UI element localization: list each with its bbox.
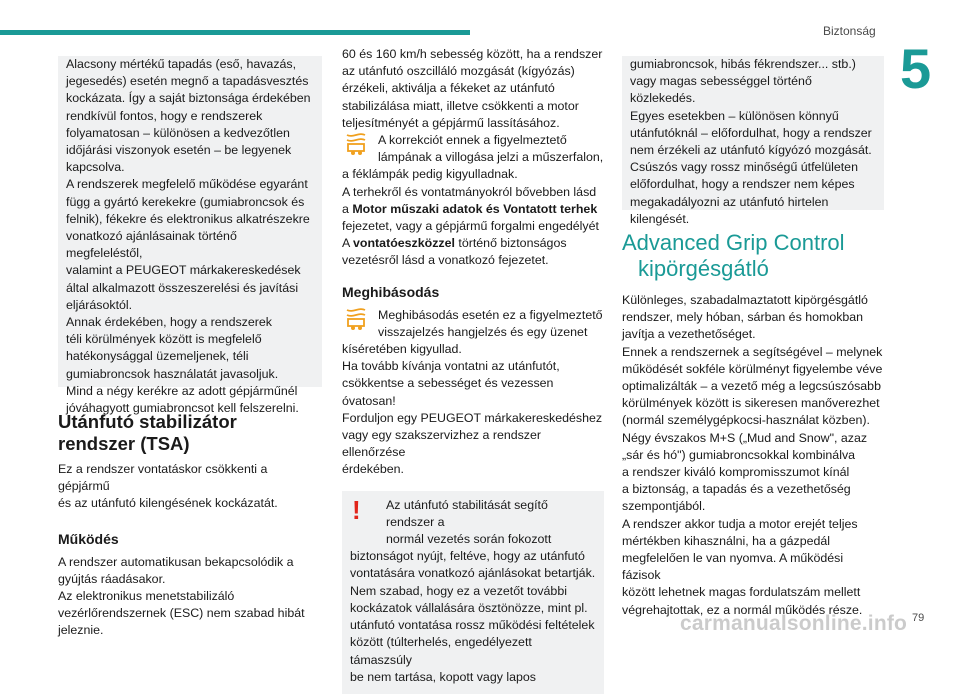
text-line: csökkentse a sebességet és vezessen óvatosan! [342,376,554,408]
page-number: 79 [912,612,925,624]
text-line: stabilizálása miatt, illetve csökkenti a motor [342,98,579,113]
text-line: gumiabroncsok, hibás fékrendszer... stb.) [630,57,856,71]
intro-paragraph [58,461,320,513]
text-line: jegesedés) esetén megnő a tapadásvesztés [66,74,309,89]
text-line: A rendszer akkor tudja a motor erejét teljes [622,516,858,531]
text-line: visszajelzés hangjelzés és egy üzenet [378,324,588,339]
text-line: az utánfutó oszcilláló mozgását (kígyózás) [342,64,575,79]
trailer-sway-warning-icon [342,307,370,331]
text-line: rendkívül fontos, hogy e rendszerek [66,108,263,123]
text-line: kapcsolva. [66,160,125,175]
text-line: A rendszerek megfelelő működése egyaránt [66,177,308,192]
text-line: utánfutó vontatása rossz működési feltételek [350,618,595,633]
text-line: Ez a rendszer vontatáskor csökkenti a gépjármű [58,462,268,494]
text-line: vontatására vonatkozó ajánlásokat betartják. [350,566,596,581]
column-1 [58,56,320,640]
info-box-text [66,56,314,417]
trailer-sway-warning-icon [342,132,370,156]
sub-heading-malfunction: Meghibásodás [342,283,440,300]
text-line: téli körülmények között is megfelelő [66,332,262,347]
text-line: A rendszer automatikusan bekapcsolódik a [58,554,294,569]
text-line: Ennek a rendszernek a segítségével – melynek [622,344,883,359]
text-line: Annak érdekében, hogy a rendszerek [66,315,272,330]
reference-line: vezetésről lásd a vonatkozó fejezetet. [342,253,549,268]
heading-line: Advanced Grip Control [622,230,845,255]
text-line: Alacsony mértékű tapadás (eső, havazás, [66,57,297,71]
text-line: gyújtás ráadásakor. [58,571,166,586]
text-line: vonatkozó ajánlásainak történő megfeleléstől, [66,229,237,261]
exclamation-icon: ! [352,494,361,525]
text-line: eljárásoktól. [66,297,133,312]
text-line: lámpának a villogása jelzi a műszerfalon, [378,150,604,165]
text-line: Nem szabad, hogy ez a vezetőt további [350,583,567,598]
text-line: Csúszós vagy rossz minőségű útfelületen [630,160,858,175]
text-line: folyamatosan – különösen a kedvezőtlen [66,125,290,140]
text-line: A terhekről és vontatmányokról bővebben lásd [342,184,597,199]
heading-line: rendszer (TSA) [58,433,190,454]
text-line: Meghibásodás esetén ez a figyelmeztető [378,307,603,322]
header-accent-bar [0,30,470,35]
text-line: időjárási viszonyok esetén – be legyenek [66,143,292,158]
heading-line: Utánfutó stabilizátor [58,411,237,432]
text-line: be nem tartása, kopott vagy lapos [350,669,536,684]
text-line: megfelelően le van nyomva. A működési fázisok [622,551,844,583]
text-line: Mind a négy kerékre az adott gépjárműnél [66,383,298,398]
grip-control-body [622,292,884,619]
section-heading-tsa [58,411,320,455]
text-line: a rendszer kiváló kompromisszumot kínál [622,465,850,480]
text-line: valamint a PEUGEOT márkakereskedések [66,263,301,278]
sub-heading-working: Működés [58,530,119,547]
text-line: mértékben kihasználni, ha a gázpedál [622,533,831,548]
text-line: Négy évszakos M+S („Mud and Snow", azaz [622,430,868,445]
text-line: a biztonság, a tapadás és a vezethetőség [622,482,851,497]
text-line: szempontjából. [622,499,706,514]
text-line: érzékeli, aktiválja a fékeket az utánfutó [342,81,555,96]
text-line: kilengését. [630,211,690,226]
text-line: Az utánfutó stabilitását segítő rendszer a [386,497,548,529]
warning-text [378,307,603,341]
alert-box [342,491,604,694]
text-line: „sár és hó") gumiabroncsokkal kombinálva [622,447,856,462]
ref-bold: vontatóeszközzel [353,236,455,251]
warning-lamp-row [342,307,604,341]
alert-indent-text [350,494,596,549]
warning-lamp-row [342,132,604,166]
warning-text [378,132,603,166]
text-line: érdekében. [342,462,405,477]
text-line: javítja a vezethetőséget. [622,327,756,342]
text-line: vezérlőrendszernek (ESC) nem szabad hibát [58,606,305,621]
reference-line [342,235,604,252]
text-line: biztonságot nyújt, feltéve, hogy az utánfutó [350,549,585,564]
text-line: Egyes esetekben – különösen könnyű [630,108,839,123]
text-line: kockázata. Így a saját biztonsága érdekében [66,91,311,106]
text-line: között lehetnek magas fordulatszám mellett [622,585,861,600]
watermark: carmanualsonline.info [680,612,908,635]
section-heading-grip-control [622,230,884,282]
chapter-number: 5 [900,37,932,100]
section-title: Biztonság [823,24,876,38]
text-line: a féklámpák pedig kigyulladnak. [342,167,518,182]
text-line: hatékonysággal üzemeljenek, téli [66,349,249,364]
alert-text [350,548,596,686]
text-line: (normál személygépkocsi-használat közben). [622,413,870,428]
column-2 [342,46,604,694]
ref-suffix: történő biztonságos [454,236,567,251]
text-line: előfordulhat, hogy a rendszer nem képes [630,177,855,192]
tsa-description [342,46,604,132]
text-line: felnik), fékekre és elektronikus alkatrészekre [66,211,310,226]
text-line: vagy magas sebességgel történő közlekedés. [630,74,812,106]
heading-line: kipörgésgátló [638,256,769,281]
text-line: normál vezetés során fokozott [386,532,552,547]
text-line: által alkalmazott összeszerelési és javítási [66,280,299,295]
text-line: Az elektronikus menetstabilizáló [58,589,235,604]
text-line: Ha tovább kívánja vontatni az utánfutót, [342,359,560,374]
text-line: A korrekciót ennek a figyelmeztető [378,133,567,148]
text-line: optimalizálták – a vezető még a legcsúszósabb [622,379,881,394]
text-line: jóváhagyott gumiabroncsot kell felszerelni. [66,401,299,416]
text-line: nem érzékeli az utánfutó kígyózó mozgását. [630,143,872,158]
text-line: és az utánfutó kilengésének kockázatát. [58,496,278,511]
text-line: utánfutóknál – előfordulhat, hogy a rendszer [630,125,872,140]
info-box-text [630,56,876,228]
text-line: végrehajtottak, ez a normál működés része. [622,602,863,617]
ref-bold: Motor műszaki adatok és Vontatott terhek [352,201,598,216]
text-line: kockázatok vállalására ösztönözze, mint pl. [350,600,588,615]
text-line: megakadályozni az utánfutó hirtelen [630,194,829,209]
text-line: teljesítményét a gépjármű lassításához. [342,115,560,130]
text-line: Forduljon egy PEUGEOT márkakereskedéshez [342,410,603,425]
text-line: vagy egy szakszervizhez a rendszer ellenőrzése [342,428,542,460]
malfunction-text [342,341,604,479]
text-line: kíséretében kigyullad. [342,342,462,357]
info-box [58,56,322,416]
text-line: 60 és 160 km/h sebesség között, ha a rendszer [342,47,603,61]
text-line: Különleges, szabadalmaztatott kipörgésgátló [622,293,868,307]
working-paragraph [58,554,320,640]
text-line: függ a gyártó kerekekre (gumiabroncsok és [66,194,305,209]
reference-line [342,201,604,218]
reference-line: fejezetet, vagy a gépjármű forgalmi engedélyét [342,219,599,234]
text-line: gumiabroncsok használatát javasoljuk. [66,366,279,381]
column-3 [622,56,884,619]
text-line: körülmények között is sikeresen manőverezhet [622,396,880,411]
after-warning-text [342,166,604,200]
ref-prefix: a [342,201,353,216]
text-line: működését sokféle körülményt figyelembe véve [622,361,883,376]
text-line: között (túlterhelés, engedélyezett támaszsúly [350,635,532,667]
info-box [622,56,884,226]
text-line: rendszer, mely hóban, sárban és homokban [622,310,864,325]
text-line: jeleznie. [58,623,104,638]
ref-prefix: A [342,236,354,251]
